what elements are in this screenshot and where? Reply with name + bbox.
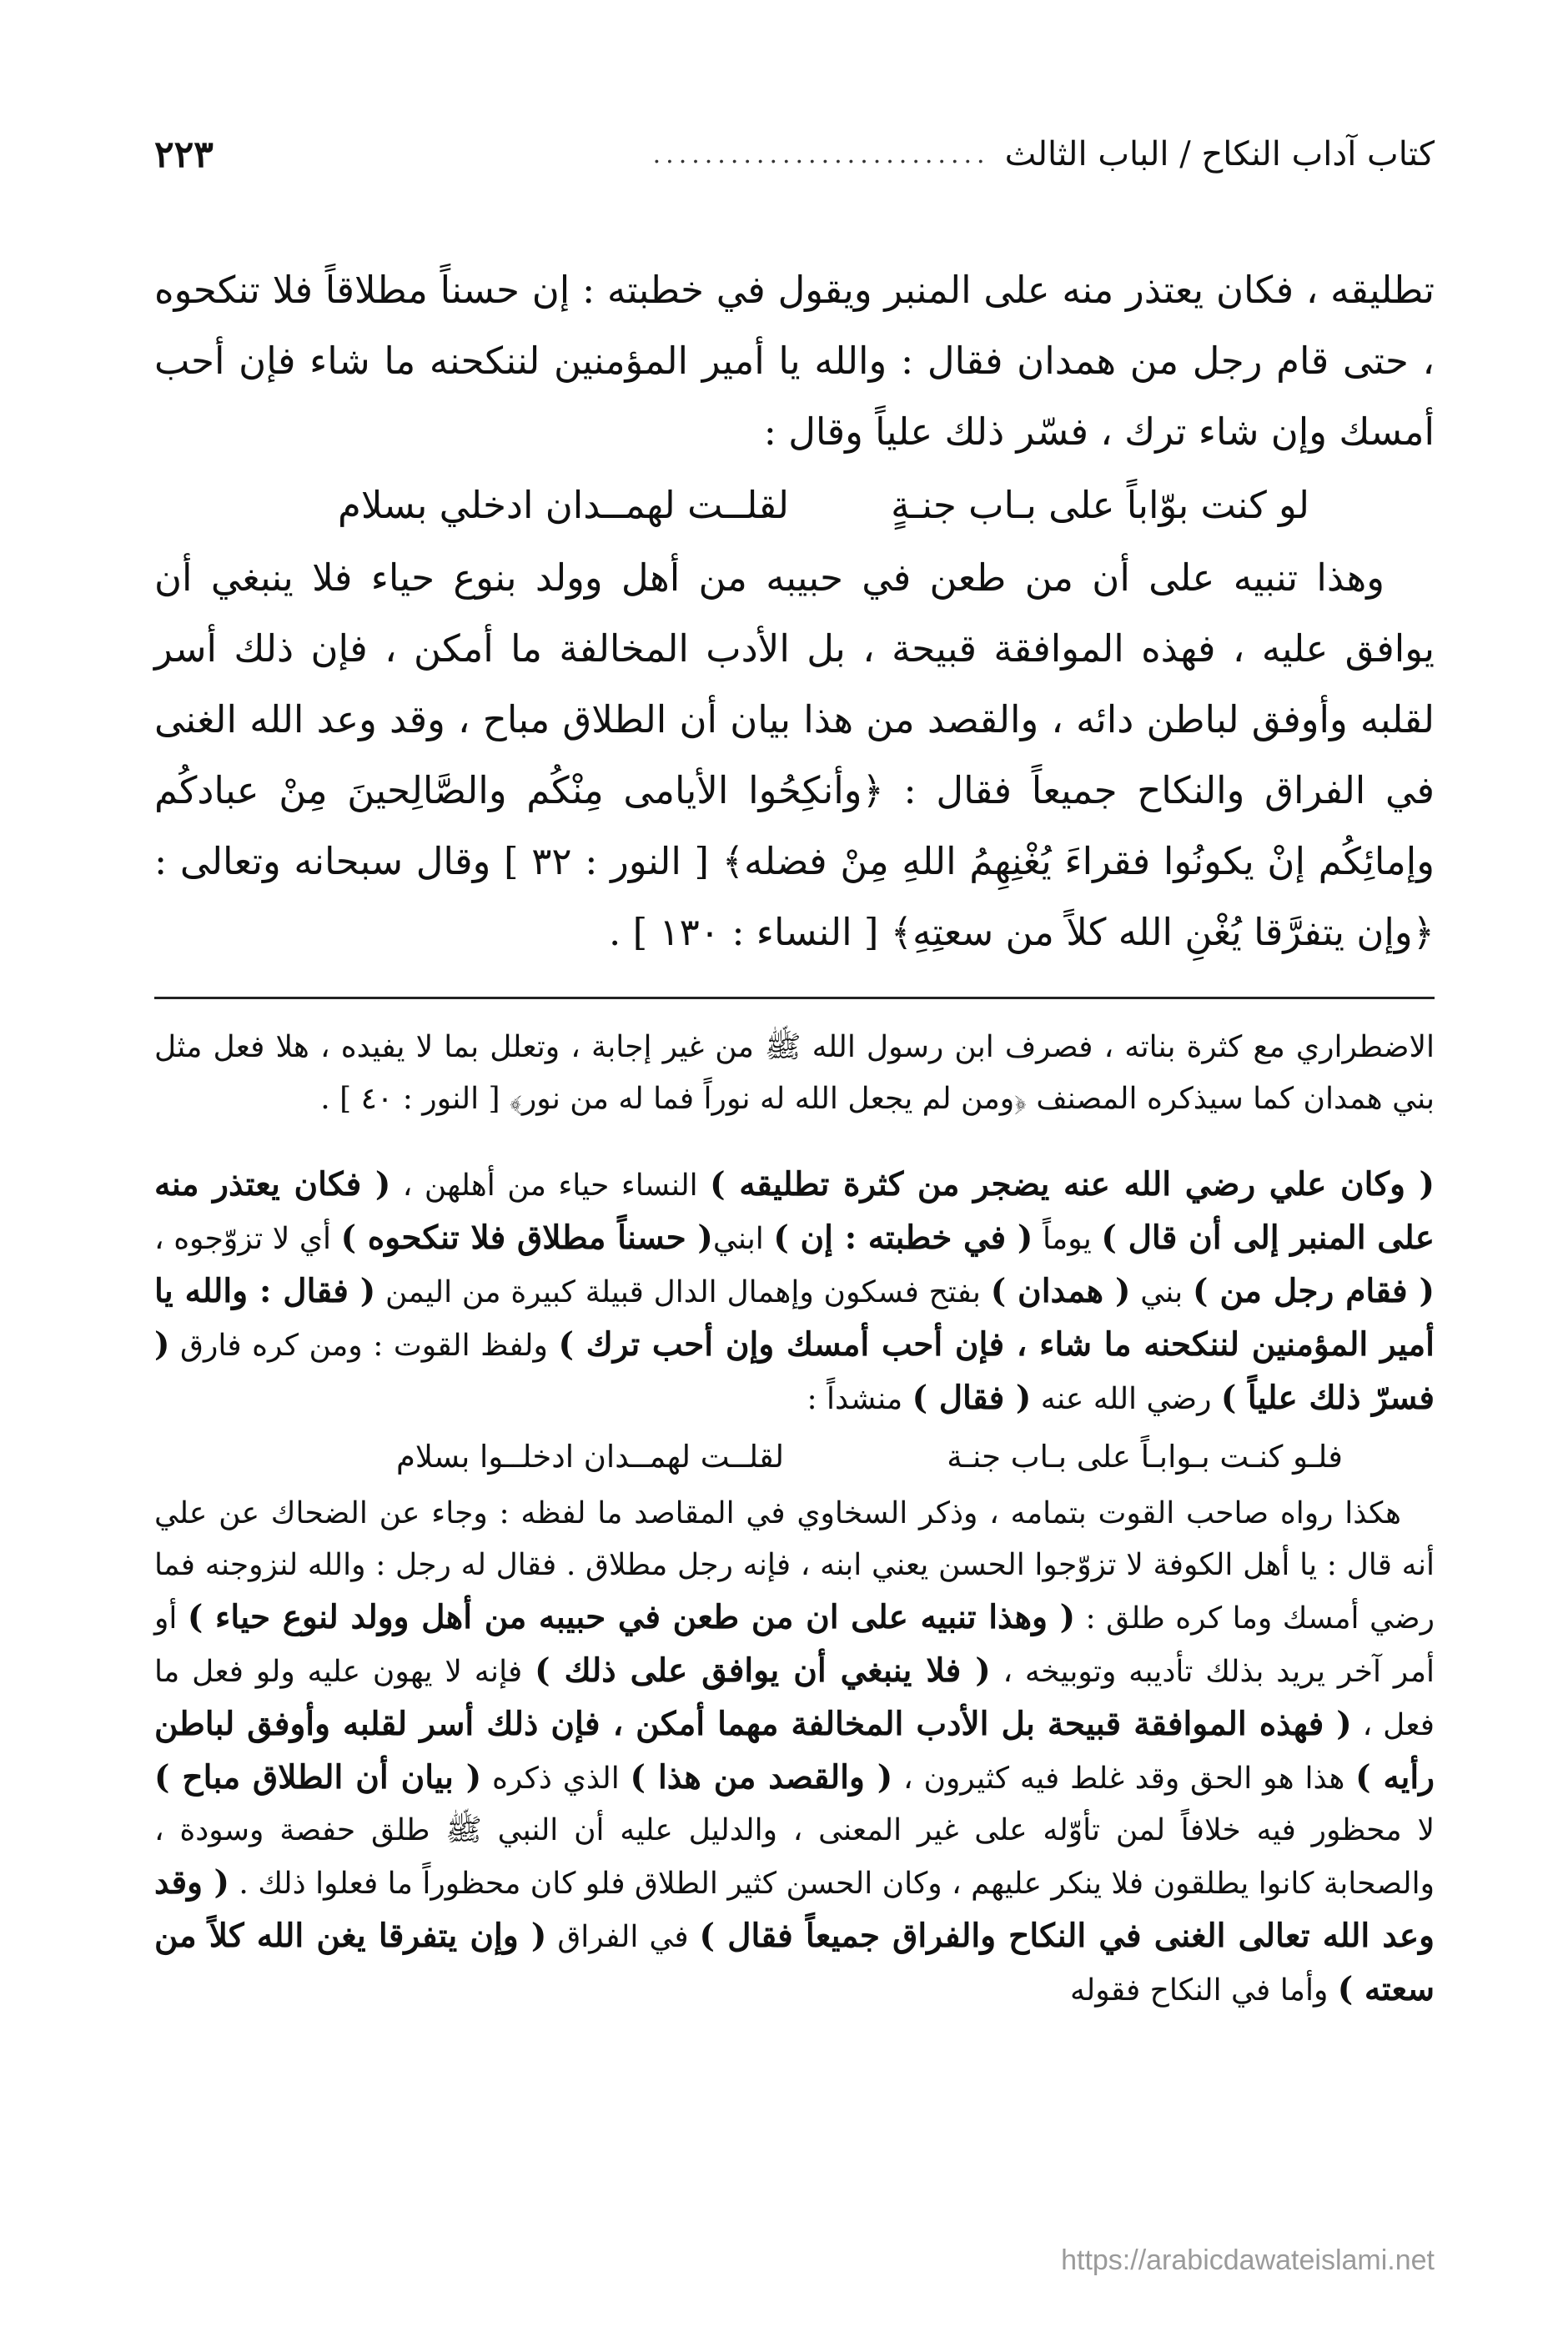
leader-dots: .......................... [652, 139, 990, 169]
commentary-paragraph-2 [154, 1158, 1435, 1425]
spacer [154, 1125, 1435, 1158]
commentary-text: في الفراق [546, 1920, 700, 1954]
commentary-text: ولفظ القوت : ومن كره فارق [169, 1329, 559, 1363]
quoted-text: ( وإن يتفرقا يغن الله كلاً من سعته ) [154, 1917, 1435, 2008]
quoted-text: ( فلا ينبغي أن يوافق على ذلك ) [535, 1651, 991, 1690]
main-paragraph-2: وهذا تنبيه على أن من طعن في حبيبه من أهل وولد بنوع حياء فلا ينبغي أن يوافق عليه ، فهذه الموافقة قبيحة ، بل الأدب المخالفة ما أمكن ، فإن ذلك أسر لقلبه وأوفق لباطن دائه ، والقصد من هذا بيان أن الطلاق مباح ، وقد وعد الله الغنى في الفراق والنكاح جميعاً فقال : ﴿وأنكِحُوا الأيامى مِنْكُم والصَّالِحينَ مِنْ عبادكُم وإمائِكُم إنْ يكونُوا فقراءَ يُغْنِهِمُ اللهِ مِنْ فضله﴾ [ النور : ٣٢ ] وقال سبحانه وتعالى : ﴿وإن يتفرَّقا يُغْنِ الله كلاً من سعتِهِ﴾ [ النساء : ١٣٠ ] . [154, 555, 1435, 954]
quoted-text: ( وكان علي رضي الله عنه يضجر من كثرة تطليقه ) [710, 1165, 1435, 1204]
quoted-text: ( والقصد من هذا ) [630, 1758, 893, 1797]
poetry-verse [154, 467, 1435, 542]
main-text [154, 254, 1435, 967]
quoted-text: ( همدان ) [990, 1272, 1131, 1310]
quoted-text: ( فقام رجل من ) [1192, 1272, 1435, 1310]
main-paragraph-1: تطليقه ، فكان يعتذر منه على المنبر ويقول في خطبته : إن حسناً مطلاقاً فلا تنكحوه ، حتى قام رجل من همدان فقال : والله يا أمير المؤمنين لننكحنه ما شاء فإن أحب أمسك وإن شاء ترك ، فسّر ذلك علياً وقال : [154, 268, 1435, 454]
commentary-text: أو أمر آخر يريد بذلك تأديبه وتوبيخه ، [154, 1601, 1435, 1689]
commentary-text: لا محظور فيه خلافاً لمن تأوّله على غير المعنى ، والدليل عليه أن النبي ﷺ طلق حفصة وسودة ، والصحابة كانوا يطلقون فلا ينكر عليهم ، وكان الحسن كثير الطلاق فلو كان محظوراً ما فعلوا ذلك . [154, 1813, 1435, 1901]
commentary-text: هكذا رواه صاحب القوت بتمامه ، وذكر السخاوي في المقاصد ما لفظه : وجاء عن الضحاك عن علي أنه قال : يا أهل الكوفة لا تزوّجوا الحسن يعني ابنه ، فإنه رجل مطلاق . فقال له رجل : والله لنزوجنه فما رضي أمسك وما كره طلق : [154, 1496, 1435, 1636]
commentary-text: يوماً [1033, 1222, 1102, 1256]
commentary-text: أي لا تزوّجوه ، [154, 1222, 341, 1256]
quoted-text: ( بيان أن الطلاق مباح ) [154, 1758, 482, 1797]
quoted-text: ( حسناً مطلاق فلا تنكحوه ) [340, 1219, 713, 1257]
chapter-title: كتاب آداب النكاح / الباب الثالث [1004, 135, 1435, 173]
commentary-text: هذا هو الحق وقد غلط فيه كثيرون ، [892, 1762, 1356, 1796]
verse-first-hemistich: لو كنت بوّاباً على بـاب جنـةٍ [891, 482, 1309, 527]
verse-first-hemistich: فلـو كنـت بـوابـاً على بـاب جنـة [947, 1438, 1343, 1475]
commentary [154, 1022, 1435, 2017]
quoted-text: ( فكان يعتذر منه على المنبر إلى أن قال ) [154, 1165, 1435, 1257]
running-header [154, 125, 1435, 183]
commentary-poetry-verse [154, 1425, 1435, 1488]
verse-second-hemistich: لقلــت لهمــدان ادخلــوا بسلام [396, 1438, 785, 1475]
verse-second-hemistich: لقلــت لهمــدان ادخلي بسلام [338, 482, 789, 527]
quoted-text: ( فقال ) [912, 1379, 1032, 1417]
commentary-text: الذي ذكره [481, 1762, 631, 1796]
commentary-paragraph-1: الاضطراري مع كثرة بناته ، فصرف ابن رسول الله ﷺ من غير إجابة ، وتعلل بما لا يفيده ، هلا فعل مثل بني همدان كما سيذكره المصنف ﴿ومن لم يجعل الله له نوراً فما له من نور﴾ [ النور : ٤٠ ] . [154, 1030, 1435, 1116]
commentary-paragraph-3 [154, 1488, 1435, 2017]
commentary-text: بفتح فسكون وإهمال الدال قبيلة كبيرة من اليمن [375, 1275, 991, 1309]
quoted-text: ( في خطبته : إن ) [773, 1219, 1033, 1257]
quoted-text: ( وقد وعد الله تعالى الغنى في النكاح والفراق جميعاً فقال ) [154, 1863, 1435, 1955]
footnote-divider [154, 997, 1435, 999]
quoted-text: ( فقال : والله يا أمير المؤمنين لننكحنه ما شاء ، فإن أحب أمسك وإن أحب ترك ) [154, 1272, 1435, 1364]
watermark-url: https://arabicdawateislami.net [1061, 2244, 1435, 2276]
commentary-text: فإنه لا يهون عليه ولو فعل ما فعل ، [154, 1655, 1435, 1742]
commentary-text: رضي الله عنه [1031, 1382, 1221, 1416]
quoted-text: ( فهذه الموافقة قبيحة بل الأدب المخالفة مهما أمكن ، فإن ذلك أسر لقلبه وأوفق لباطن رأيه ) [154, 1705, 1435, 1797]
commentary-text: بني [1130, 1275, 1193, 1309]
commentary-text: منشداً : [807, 1382, 912, 1416]
commentary-text: ابني [712, 1222, 774, 1256]
quoted-text: ( فسرّ ذلك علياً ) [154, 1325, 1435, 1417]
page-number: ٢٢٣ [154, 133, 214, 176]
quoted-text: ( وهذا تنبيه على ان من طعن في حبيبه من أهل وولد لنوع حياء ) [187, 1598, 1076, 1636]
commentary-text: وأما في النكاح فقوله [1069, 1973, 1338, 2008]
commentary-text: النساء حياء من أهلهن ، [390, 1169, 711, 1203]
